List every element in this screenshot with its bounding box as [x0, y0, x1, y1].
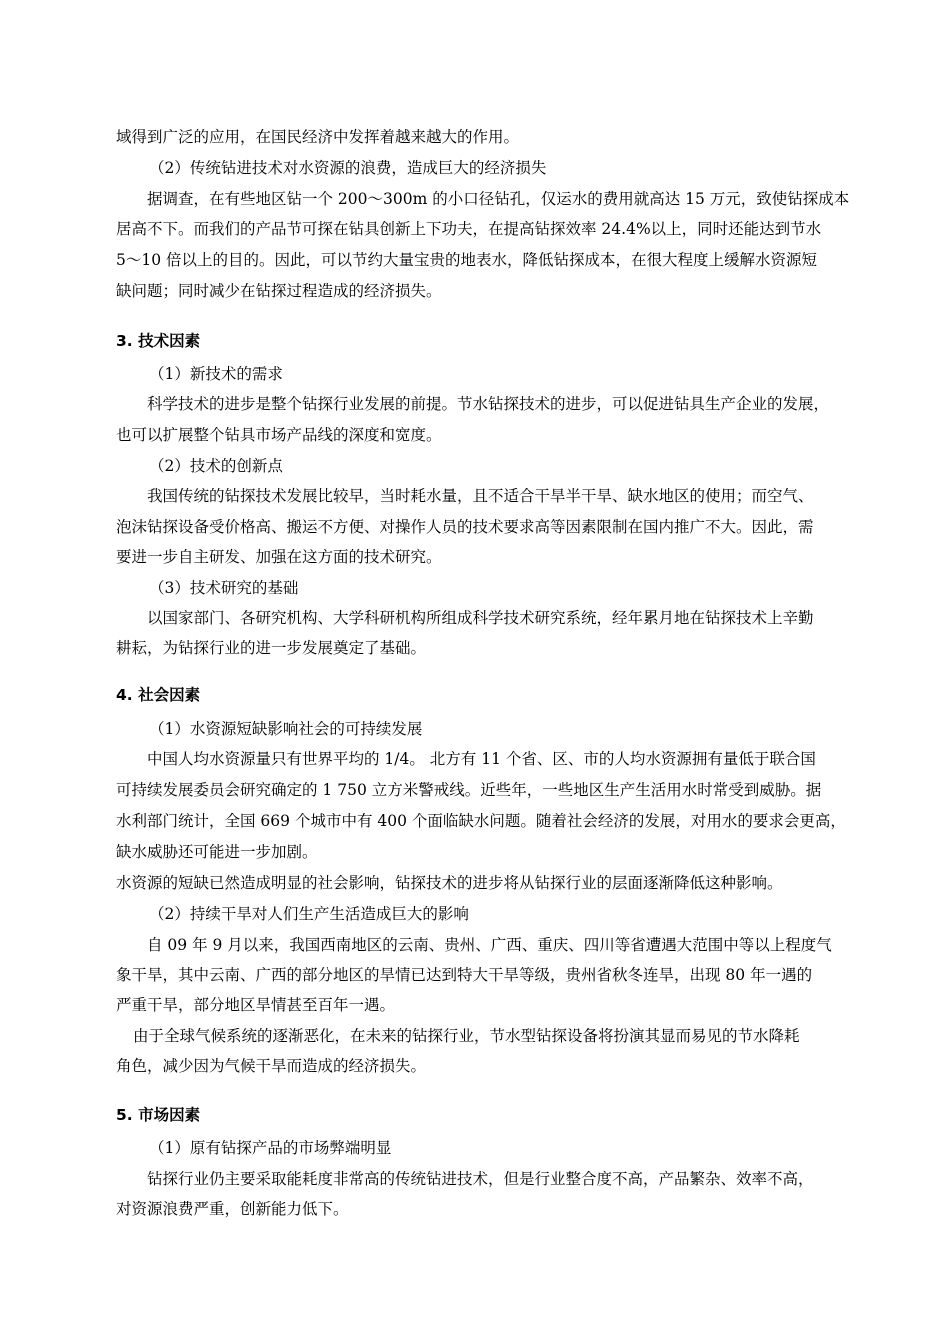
- subheading: （1）水资源短缺影响社会的可持续发展: [149, 720, 423, 738]
- section-heading: 5. 市场因素: [116, 1106, 201, 1124]
- section-heading: 4. 社会因素: [116, 686, 201, 704]
- paragraph-line: 由于全球气候系统的逐渐恶化，在未来的钻探行业，节水型钻探设备将扮演其显而易见的节水降耗: [133, 1027, 800, 1045]
- paragraph-line: 科学技术的进步是整个钻探行业发展的前提。节水钻探技术的进步，可以促进钻具生产企业的发展，: [147, 395, 830, 413]
- subheading: （2）技术的创新点: [149, 457, 283, 475]
- paragraph-line: 钻探行业仍主要采取能耗度非常高的传统钻进技术，但是行业整合度不高，产品繁杂、效率不高，: [147, 1170, 814, 1188]
- paragraph-line: 耕耘，为钻探行业的进一步发展奠定了基础。: [116, 639, 427, 657]
- subheading: （1）原有钻探产品的市场弊端明显: [149, 1139, 392, 1157]
- subheading: （1）新技术的需求: [149, 365, 283, 383]
- paragraph-line: 缺水威胁还可能进一步加剧。: [116, 843, 318, 861]
- paragraph-line: 象干旱，其中云南、广西的部分地区的旱情已达到特大干旱等级，贵州省秋冬连旱，出现 80 年一遇的: [116, 966, 813, 984]
- subheading: （3）技术研究的基础: [149, 579, 299, 597]
- paragraph-line: 可持续发展委员会研究确定的 1 750 立方米警戒线。近些年，一些地区生产生活用水时常受到威胁。据: [116, 781, 822, 799]
- paragraph-line: 泡沫钻探设备受价格高、搬运不方便、对操作人员的技术要求高等因素限制在国内推广不大。因此，需: [116, 518, 814, 536]
- section-heading: 3. 技术因素: [116, 332, 201, 350]
- paragraph-line: 对资源浪费严重，创新能力低下。: [116, 1200, 349, 1218]
- subheading: （2）持续干旱对人们生产生活造成巨大的影响: [149, 905, 469, 923]
- paragraph-line: 居高不下。而我们的产品节可探在钻具创新上下功夫，在提高钻探效率 24.4%以上，同时还能达到节水: [116, 220, 822, 238]
- paragraph-line: 要进一步自主研发、加强在这方面的技术研究。: [116, 548, 442, 566]
- paragraph-line: 水利部门统计，全国 669 个城市中有 400 个面临缺水问题。随着社会经济的发展，对用水的要求会更高，: [116, 812, 846, 830]
- paragraph-line: 角色，减少因为气候干旱而造成的经济损失。: [116, 1057, 427, 1075]
- paragraph-line: 也可以扩展整个钻具市场产品线的深度和宽度。: [116, 426, 442, 444]
- paragraph-line: 严重干旱，部分地区旱情甚至百年一遇。: [116, 996, 396, 1014]
- paragraph-line: 域得到广泛的应用，在国民经济中发挥着越来越大的作用。: [116, 128, 520, 146]
- paragraph-line: 据调查，在有些地区钻一个 200～300m 的小口径钻孔，仅运水的费用就高达 15 万元，致使钻探成本: [147, 190, 850, 208]
- paragraph-line: 我国传统的钻探技术发展比较早，当时耗水量，且不适合干旱半干旱、缺水地区的使用；而空气、: [147, 487, 814, 505]
- paragraph-line: 以国家部门、各研究机构、大学科研机构所组成科学技术研究系统，经年累月地在钻探技术上辛勤: [147, 609, 814, 627]
- paragraph-line: 自 09 年 9 月以来，我国西南地区的云南、贵州、广西、重庆、四川等省遭遇大范围中等以上程度气: [147, 936, 832, 954]
- paragraph-line: 缺问题；同时减少在钻探过程造成的经济损失。: [116, 282, 442, 300]
- subheading: （2）传统钻进技术对水资源的浪费，造成巨大的经济损失: [149, 159, 547, 177]
- paragraph-line: 中国人均水资源量只有世界平均的 1/4。 北方有 11 个省、区、市的人均水资源拥有量低于联合国: [147, 750, 816, 768]
- paragraph-line: 5～10 倍以上的目的。因此，可以节约大量宝贵的地表水，降低钻探成本，在很大程度上缓解水资源短: [116, 251, 818, 269]
- paragraph-line: 水资源的短缺已然造成明显的社会影响，钻探技术的进步将从钻探行业的层面逐渐降低这种影响。: [116, 874, 783, 892]
